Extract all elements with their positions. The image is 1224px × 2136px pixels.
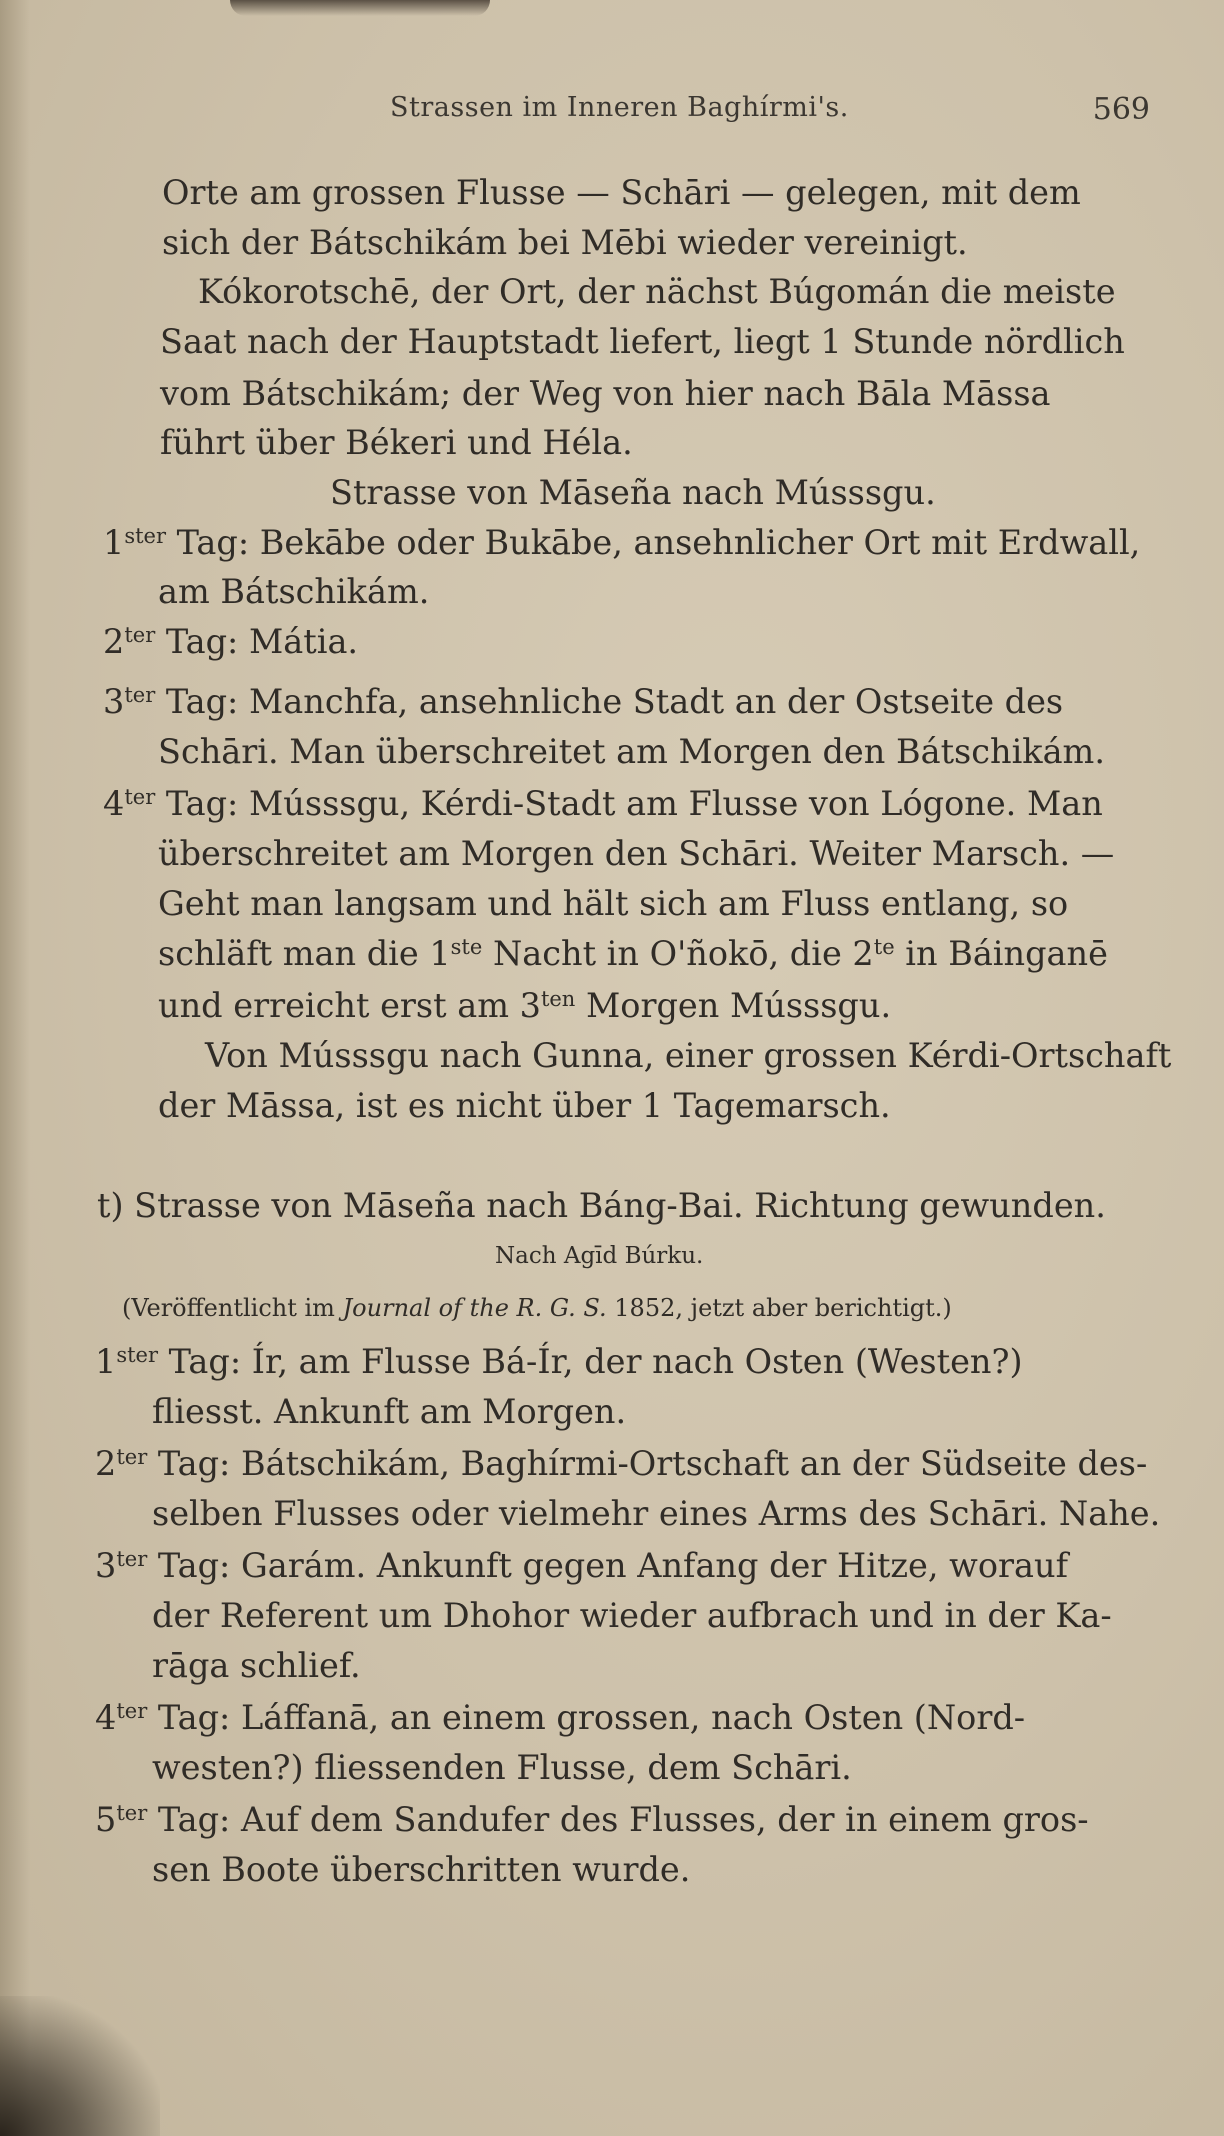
day-text: Bekābe oder Bukābe, ansehnlicher Ort mit Erdwall,	[259, 523, 1141, 562]
ordinal-suffix: ster	[124, 524, 167, 548]
day-text: Bátschikám, Baghírmi-Ortschaft an der Südseite des-	[241, 1444, 1148, 1483]
spine-shadow	[0, 0, 30, 2136]
route-heading: Strasse von Māseña nach Músssgu.	[330, 473, 936, 512]
ordinal-suffix: ster	[116, 1343, 159, 1367]
text-line: führt über Békeri und Héla.	[160, 423, 633, 462]
note-prefix: (Veröffentlicht im	[122, 1294, 343, 1322]
corner-shadow	[0, 1996, 160, 2136]
text-line: sich der Bátschikám bei Mēbi wieder vereinigt.	[162, 223, 968, 262]
text-line: rāga schlief.	[152, 1646, 361, 1685]
day-ordinal: 1	[103, 523, 125, 562]
text-line: überschreitet am Morgen den Schāri. Weiter Marsch. —	[158, 834, 1115, 873]
day-entry-2	[103, 622, 358, 662]
day-ordinal: 4	[103, 784, 125, 823]
day-entry-5	[95, 1800, 1089, 1840]
day-ordinal: 3	[103, 682, 125, 721]
day-text: Garám. Ankunft gegen Anfang der Hitze, worauf	[241, 1546, 1068, 1585]
day-word: Tag:	[165, 784, 239, 823]
text-line: Schāri. Man überschreitet am Morgen den Bátschikám.	[158, 732, 1105, 771]
page-number: 569	[1092, 92, 1150, 127]
text-line	[158, 934, 1108, 974]
day-entry-4	[103, 784, 1103, 824]
day-word: Tag:	[157, 1444, 231, 1483]
day-ordinal: 5	[95, 1800, 117, 1839]
day-ordinal: 2	[95, 1444, 117, 1483]
ordinal-suffix: ter	[124, 683, 156, 707]
text-line-rendered: und erreicht erst am $3^{ten}$ Morgen Músssgu.	[158, 986, 892, 1025]
day-entry-4	[95, 1698, 1025, 1738]
text-line-rendered: schläft man die 1ste Nacht in O'ñokō, die $2^{te}$ in Báinganē	[158, 934, 1108, 973]
day-text: Mátia.	[249, 622, 359, 661]
text-line: sen Boote überschritten wurde.	[152, 1850, 691, 1889]
ordinal-suffix: ter	[116, 1547, 148, 1571]
day-word: Tag:	[157, 1698, 231, 1737]
text-line: vom Bátschikám; der Weg von hier nach Bāla Māssa	[160, 374, 1051, 413]
ordinal-suffix: ter	[124, 785, 156, 809]
text-line	[162, 173, 1142, 213]
day-word: Tag:	[176, 523, 250, 562]
day-entry-1	[95, 1342, 1023, 1382]
day-text: Músssgu, Kérdi-Stadt am Flusse von Lógone. Man	[249, 784, 1103, 823]
ordinal-suffix: ter	[116, 1445, 148, 1469]
day-word: Tag:	[165, 682, 239, 721]
text-line: westen?) fliessenden Flusse, dem Schāri.	[152, 1748, 852, 1787]
text-line: selben Flusses oder vielmehr eines Arms des Schāri. Nahe.	[152, 1494, 1161, 1533]
day-entry-3	[103, 682, 1063, 722]
text-line	[158, 986, 891, 1026]
day-ordinal: 4	[95, 1698, 117, 1737]
text-line: der Referent um Dhohor wieder aufbrach und in der Ka-	[152, 1596, 1112, 1635]
day-text: Manchfa, ansehnliche Stadt an der Ostseite des	[249, 682, 1064, 721]
day-ordinal: 1	[95, 1342, 117, 1381]
day-text: Ír, am Flusse Bá-Ír, der nach Osten (Westen?)	[251, 1342, 1023, 1381]
text-line: Saat nach der Hauptstadt liefert, liegt 1 Stunde nördlich	[160, 322, 1125, 361]
day-text: Láffanā, an einem grossen, nach Osten (Nord-	[241, 1698, 1026, 1737]
text-line: der Māssa, ist es nicht über 1 Tagemarsch.	[158, 1086, 891, 1125]
day-text: Auf dem Sandufer des Flusses, der in einem gros-	[241, 1800, 1089, 1839]
text-line: Von Músssgu nach Gunna, einer grossen Kérdi-Ortschaft	[205, 1036, 1172, 1075]
day-entry-2	[95, 1444, 1147, 1484]
day-word: Tag:	[165, 622, 239, 661]
text-line: Kókorotschē, der Ort, der nächst Búgomán die meiste	[198, 272, 1116, 311]
route-source: Nach Agīd Búrku.	[495, 1243, 704, 1269]
route-heading: t) Strasse von Māseña nach Báng-Bai. Richtung gewunden.	[97, 1186, 1106, 1225]
day-word: Tag:	[157, 1546, 231, 1585]
day-ordinal: 2	[103, 622, 125, 661]
text-line: fliesst. Ankunft am Morgen.	[152, 1392, 627, 1431]
line-words: Orte am grossen Flusse — Schāri — gelegen, mit dem	[162, 173, 1081, 212]
day-entry-1	[103, 523, 1140, 563]
ordinal-suffix: ter	[116, 1801, 148, 1825]
running-head: Strassen im Inneren Baghírmi's.	[390, 92, 849, 123]
text-line: Geht man langsam und hält sich am Fluss entlang, so	[158, 884, 1069, 923]
text-line: am Bátschikám.	[158, 572, 430, 611]
day-word: Tag:	[168, 1342, 242, 1381]
day-word: Tag:	[157, 1800, 231, 1839]
route-note	[122, 1288, 952, 1328]
ordinal-suffix: ter	[116, 1699, 148, 1723]
top-edge-mark	[230, 0, 490, 16]
note-suffix: 1852, jetzt aber berichtigt.)	[606, 1294, 952, 1322]
note-journal: Journal of the R. G. S.	[342, 1294, 607, 1322]
ordinal-suffix: ter	[124, 623, 156, 647]
page-header	[150, 92, 1150, 132]
day-entry-3	[95, 1546, 1068, 1586]
day-ordinal: 3	[95, 1546, 117, 1585]
